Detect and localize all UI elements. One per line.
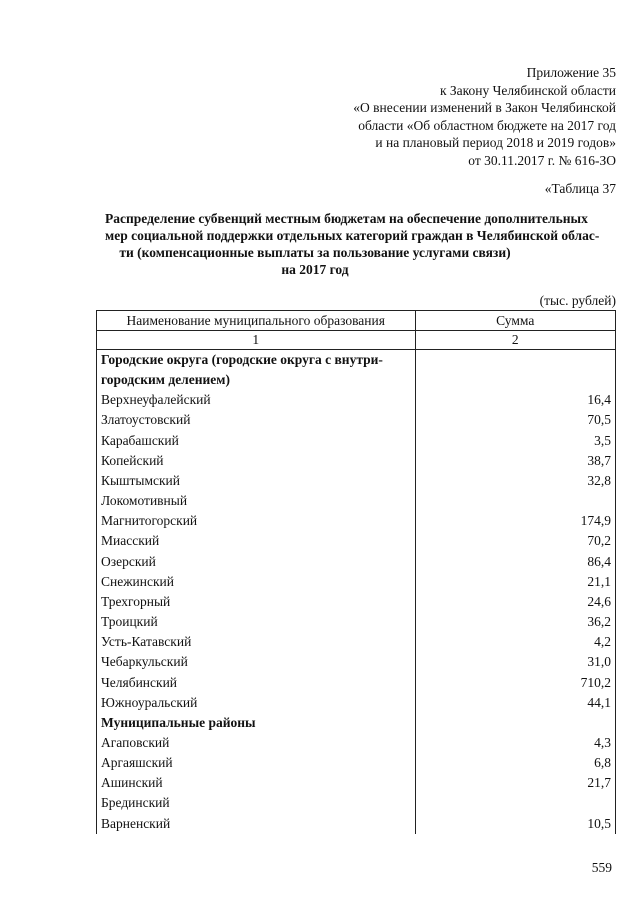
amount-cell: 3,5 xyxy=(415,431,616,451)
amount-cell xyxy=(415,793,616,813)
title-line: Распределение субвенций местным бюджетам на обеспечение дополнительных xyxy=(105,211,588,226)
appendix-line: и на плановый период 2018 и 2019 годов» xyxy=(375,135,616,150)
appendix-line: к Закону Челябинской области xyxy=(439,82,616,98)
title-line: на 2017 год xyxy=(281,262,349,277)
amount-cell: 710,2 xyxy=(415,673,616,693)
amount-cell xyxy=(415,491,616,511)
municipality-name-cell: Брединский xyxy=(97,793,416,813)
appendix-line: Приложение 35 xyxy=(526,65,616,80)
amount-cell: 21,7 xyxy=(415,773,616,793)
table-header-row xyxy=(97,311,616,331)
appendix-line: области «Об областном бюджете на 2017 год xyxy=(358,117,616,133)
amount-cell: 4,2 xyxy=(415,632,616,652)
table-row xyxy=(97,511,616,531)
municipality-name-cell: Снежинский xyxy=(97,572,416,592)
amount-cell: 70,5 xyxy=(415,410,616,430)
amount-cell: 21,1 xyxy=(415,572,616,592)
appendix-header xyxy=(196,64,616,169)
municipality-name-cell: Трехгорный xyxy=(97,592,416,612)
table-row xyxy=(97,431,616,451)
units-label: (тыс. рублей) xyxy=(539,293,616,308)
title-line: ти (компенсационные выплаты за пользование услугами связи) xyxy=(119,245,511,260)
municipality-name-cell: Кыштымский xyxy=(97,471,416,491)
group-heading-cell: Городские округа (городские округа с внутри- xyxy=(97,350,416,371)
municipality-name-cell: Челябинский xyxy=(97,673,416,693)
amount-cell: 24,6 xyxy=(415,592,616,612)
table-row xyxy=(97,673,616,693)
municipality-name-cell: Магнитогорский xyxy=(97,511,416,531)
title-line: мер социальной поддержки отдельных категорий граждан в Челябинской облас- xyxy=(105,228,600,243)
municipality-name-cell: Усть-Катавский xyxy=(97,632,416,652)
header-sum-cell: Сумма xyxy=(415,311,616,331)
table-row xyxy=(97,592,616,612)
amount-cell: 174,9 xyxy=(415,511,616,531)
municipality-name-cell: Агаповский xyxy=(97,733,416,753)
table-row xyxy=(97,451,616,471)
table-row xyxy=(97,612,616,632)
table-row xyxy=(97,572,616,592)
amount-cell: 38,7 xyxy=(415,451,616,471)
table-row xyxy=(97,410,616,430)
group-heading-cell: Муниципальные районы xyxy=(97,713,416,733)
table-row xyxy=(97,632,616,652)
municipality-name-cell: Аргаяшский xyxy=(97,753,416,773)
municipality-name-cell: Чебаркульский xyxy=(97,652,416,672)
group-heading-value-cell xyxy=(415,370,616,390)
amount-cell: 36,2 xyxy=(415,612,616,632)
amount-cell: 6,8 xyxy=(415,753,616,773)
amount-cell: 4,3 xyxy=(415,733,616,753)
table-row xyxy=(97,773,616,793)
table-row xyxy=(97,471,616,491)
page-number: 559 xyxy=(591,860,612,875)
municipality-name-cell: Копейский xyxy=(97,451,416,471)
municipality-name-cell: Ашинский xyxy=(97,773,416,793)
group-heading-value-cell xyxy=(415,713,616,733)
municipality-name-cell: Златоустовский xyxy=(97,410,416,430)
amount-cell: 31,0 xyxy=(415,652,616,672)
municipality-name-cell: Миасский xyxy=(97,531,416,551)
table-row xyxy=(97,552,616,572)
appendix-line: «О внесении изменений в Закон Челябинской xyxy=(353,100,616,115)
amount-cell: 32,8 xyxy=(415,471,616,491)
amount-cell: 44,1 xyxy=(415,693,616,713)
subvention-table xyxy=(96,310,616,834)
table-reference: «Таблица 37 xyxy=(544,181,616,196)
municipality-name-cell: Локомотивный xyxy=(97,491,416,511)
municipality-name-cell: Карабашский xyxy=(97,431,416,451)
table-row xyxy=(97,814,616,834)
column-number-cell: 1 xyxy=(97,331,416,350)
column-number-row xyxy=(97,331,616,350)
group-heading-row xyxy=(97,370,616,390)
table-row xyxy=(97,733,616,753)
amount-cell: 10,5 xyxy=(415,814,616,834)
table-row xyxy=(97,652,616,672)
group-heading-row xyxy=(97,350,616,371)
column-number-cell: 2 xyxy=(415,331,616,350)
group-heading-row xyxy=(97,713,616,733)
amount-cell: 70,2 xyxy=(415,531,616,551)
table-row xyxy=(97,491,616,511)
municipality-name-cell: Озерский xyxy=(97,552,416,572)
amount-cell: 16,4 xyxy=(415,390,616,410)
appendix-line: от 30.11.2017 г. № 616-ЗО xyxy=(468,152,616,168)
document-title xyxy=(105,210,600,278)
header-name-cell: Наименование муниципального образования xyxy=(97,311,416,331)
group-heading-value-cell xyxy=(415,350,616,371)
table-row xyxy=(97,753,616,773)
table-row xyxy=(97,531,616,551)
table-row xyxy=(97,793,616,813)
municipality-name-cell: Верхнеуфалейский xyxy=(97,390,416,410)
municipality-name-cell: Варненский xyxy=(97,814,416,834)
group-heading-cell: городским делением) xyxy=(97,370,416,390)
amount-cell: 86,4 xyxy=(415,552,616,572)
municipality-name-cell: Южноуральский xyxy=(97,693,416,713)
table-row xyxy=(97,693,616,713)
table-row xyxy=(97,390,616,410)
municipality-name-cell: Троицкий xyxy=(97,612,416,632)
